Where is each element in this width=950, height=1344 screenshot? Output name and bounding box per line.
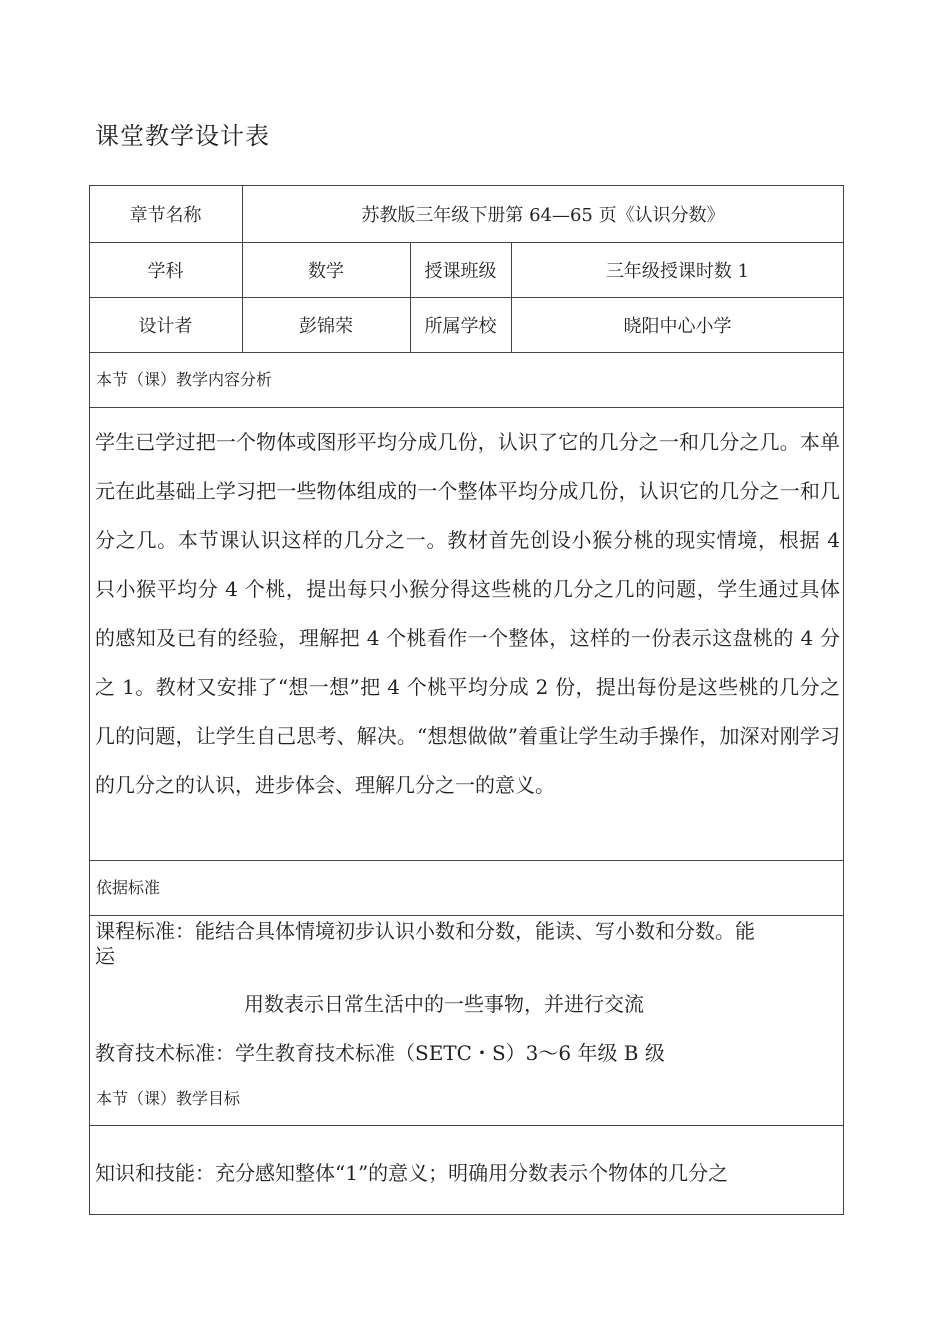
goals-heading: 本节（课）教学目标 xyxy=(96,1089,241,1108)
row-divider xyxy=(89,407,844,408)
subject-label: 学科 xyxy=(147,260,184,282)
class-value: 三年级授课时数 1 xyxy=(605,260,750,282)
row-divider xyxy=(89,352,844,353)
row-divider xyxy=(89,915,844,916)
row-divider xyxy=(89,1125,844,1126)
chapter-value: 苏教版三年级下册第 64—65 页《认识分数》 xyxy=(361,204,725,226)
basis-heading: 依据标准 xyxy=(96,878,161,897)
curriculum-standard-line: 课程标准：能结合具体情境初步认识小数和分数，能读、写小数和分数。能 xyxy=(95,919,755,943)
analysis-text: 学生已学过把一个物体或图形平均分成几份，认识了它的几分之一和几分之几。本单元在此基础上学习把一些物体组成的一个整体平均分成几份，认识它的几分之一和几分之几。本节课认识这样的几分之一。教材首先创设小猴分桃的现实情境，根据 4 只小猴平均分 4 个桃，提出每只小猴分得这些桃的几分之几的问题，学生通过具体的感知及已有的经验，理解把 4 个桃看作一个整体，这样的一份表示这盘桃的 4 分之 1。教材又安排了“想一想”把 4 个桃平均分成 2 份，提出每份是这些桃的几分之几的问题，让学生自己思考、解决。“想想做做”着重让学生动手操作，加深对刚学习的几分之的认识，进步体会、理解几分之一的意义。 xyxy=(95,430,840,797)
curriculum-standard-cont: 用数表示日常生活中的一些事物，并进行交流 xyxy=(244,992,644,1016)
designer-label: 设计者 xyxy=(138,315,193,337)
analysis-heading: 本节（课）教学内容分析 xyxy=(96,370,273,389)
row-divider xyxy=(89,860,844,861)
tech-standard-line: 教育技术标准：学生教育技术标准（SETC・S）3～6 年级 B 级 xyxy=(95,1041,665,1065)
designer-value: 彭锦荣 xyxy=(299,315,353,337)
knowledge-skills-line: 知识和技能：充分感知整体“1”的意义；明确用分数表示个物体的几分之 xyxy=(95,1161,729,1185)
subject-value: 数学 xyxy=(308,260,344,282)
curriculum-standard-wrap: 运 xyxy=(95,944,115,968)
chapter-label: 章节名称 xyxy=(129,204,202,226)
school-label: 所属学校 xyxy=(424,315,497,337)
class-label: 授课班级 xyxy=(424,260,497,282)
page-title: 课堂教学设计表 xyxy=(95,122,270,150)
school-value: 晓阳中心小学 xyxy=(623,315,732,337)
